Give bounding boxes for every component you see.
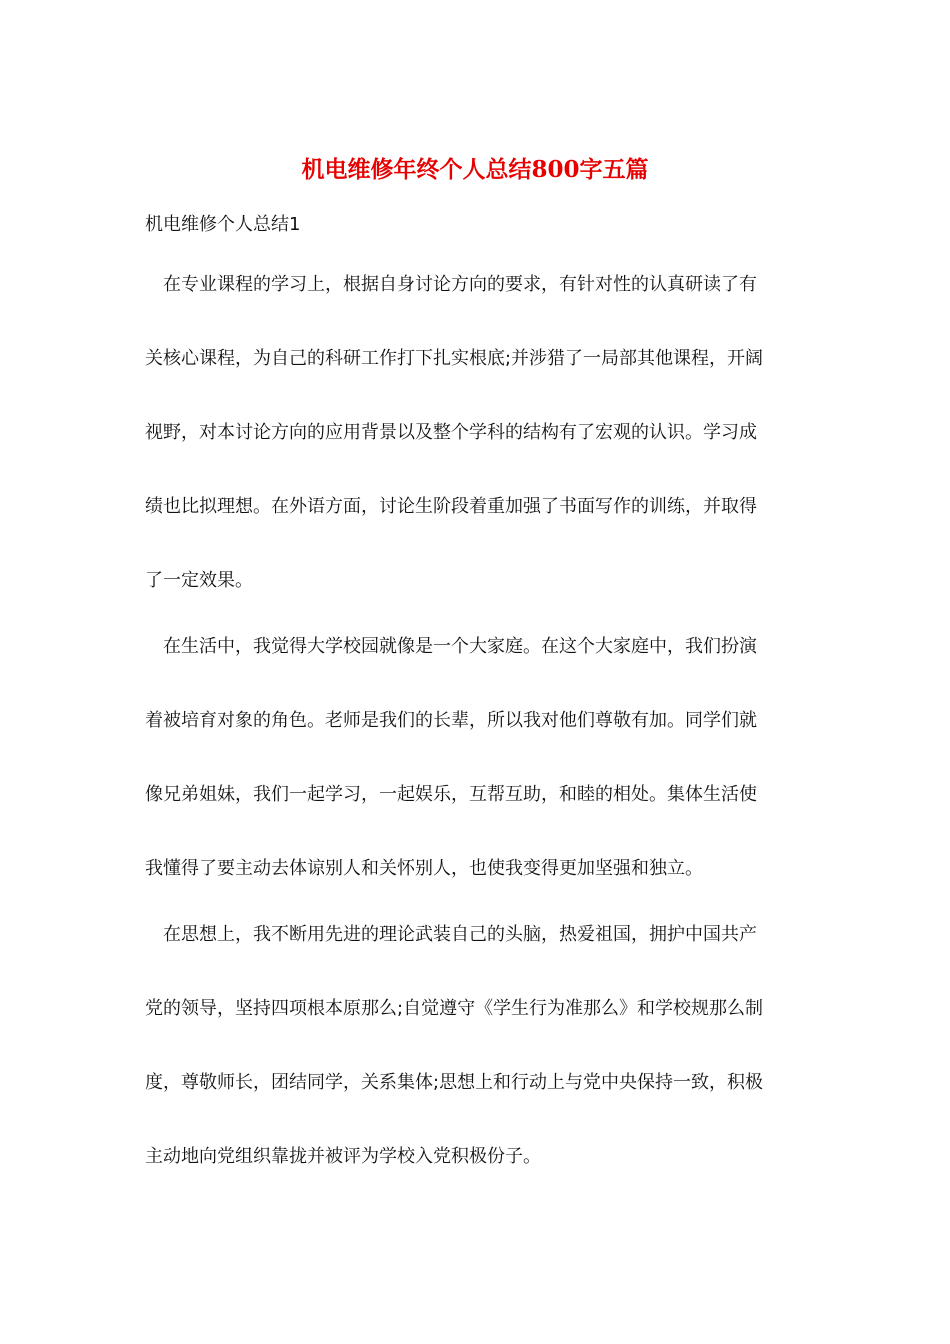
paragraph-ideology xyxy=(145,920,810,1216)
paragraph-line: 了一定效果。 xyxy=(145,570,253,591)
paragraph-line: 度，尊敬师长，团结同学，关系集体;思想上和行动上与党中央保持一致，积极 xyxy=(145,1072,764,1093)
paragraph-line: 绩也比拟理想。在外语方面，讨论生阶段着重加强了书面写作的训练，并取得 xyxy=(145,496,757,517)
paragraph-study xyxy=(145,270,810,640)
document-title: 机电维修年终个人总结800字五篇 xyxy=(301,156,649,183)
paragraph-line: 关核心课程，为自己的科研工作打下扎实根底;并涉猎了一局部其他课程，开阔 xyxy=(145,348,764,369)
paragraph-line: 我懂得了要主动去体谅别人和关怀别人，也使我变得更加坚强和独立。 xyxy=(145,858,703,879)
paragraph-line: 党的领导，坚持四项根本原那么;自觉遵守《学生行为准那么》和学校规那么制 xyxy=(145,998,764,1019)
paragraph-line: 视野，对本讨论方向的应用背景以及整个学科的结构有了宏观的认识。学习成 xyxy=(145,422,757,443)
section-heading: 机电维修个人总结1 xyxy=(145,214,301,235)
paragraph-life xyxy=(145,632,810,928)
paragraph-line: 着被培育对象的角色。老师是我们的长辈，所以我对他们尊敬有加。同学们就 xyxy=(145,710,757,731)
paragraph-line: 在生活中，我觉得大学校园就像是一个大家庭。在这个大家庭中，我们扮演 xyxy=(163,636,757,657)
paragraph-line: 在专业课程的学习上，根据自身讨论方向的要求，有针对性的认真研读了有 xyxy=(163,274,757,295)
paragraph-line: 主动地向党组织靠拢并被评为学校入党积极份子。 xyxy=(145,1146,541,1167)
paragraph-line: 像兄弟姐妹，我们一起学习，一起娱乐，互帮互助，和睦的相处。集体生活使 xyxy=(145,784,757,805)
paragraph-line: 在思想上，我不断用先进的理论武装自己的头脑，热爱祖国，拥护中国共产 xyxy=(163,924,757,945)
